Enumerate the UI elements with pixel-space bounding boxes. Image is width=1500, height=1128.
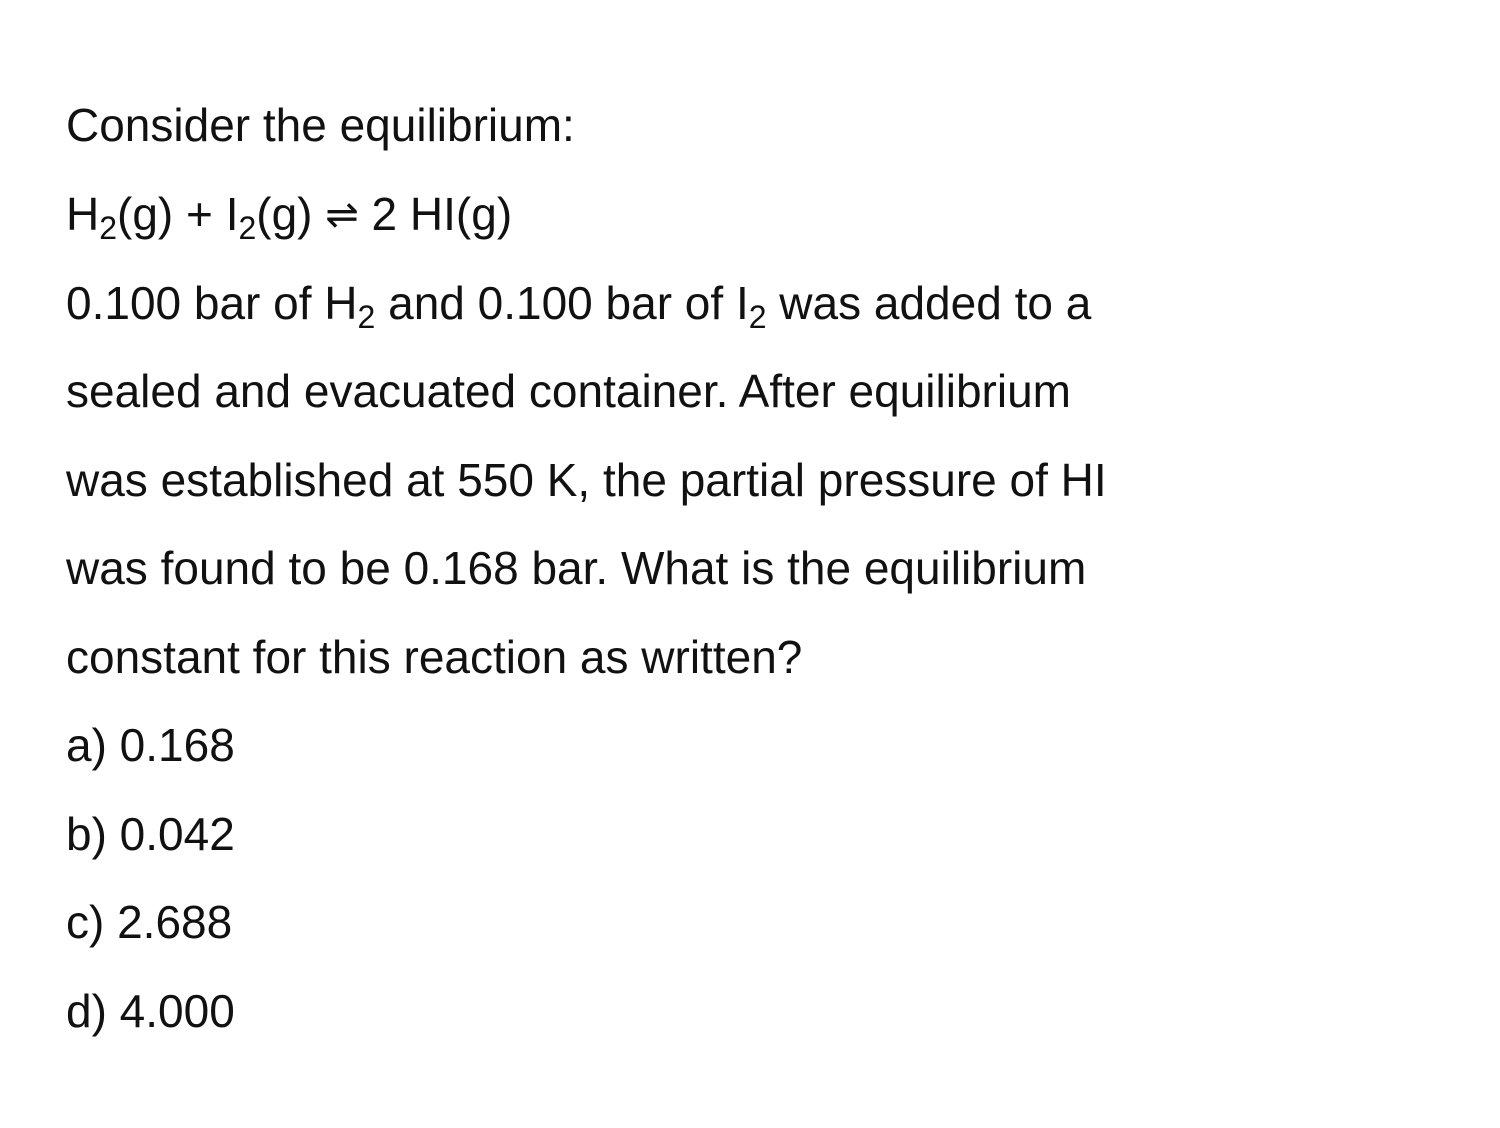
- question-body-line-2: sealed and evacuated container. After equilibrium: [66, 365, 1071, 417]
- option-c[interactable]: c) 2.688: [66, 896, 233, 948]
- reactant-h: H: [66, 188, 100, 240]
- h2-subscript: 2: [357, 299, 376, 335]
- body-text: and 0.100 bar of I: [375, 277, 749, 329]
- question-body-line-1: [66, 275, 1092, 335]
- reactant-h-subscript: 2: [99, 210, 118, 246]
- option-d[interactable]: d) 4.000: [66, 985, 235, 1037]
- question-body-line-3: was established at 550 K, the partial pressure of HI: [66, 454, 1107, 506]
- option-a[interactable]: a) 0.168: [66, 719, 235, 771]
- body-text: 0.100 bar of H: [66, 277, 358, 329]
- reactant-h-phase: (g) +: [117, 188, 226, 240]
- question-body-line-4: was found to be 0.168 bar. What is the equilibrium: [66, 542, 1087, 594]
- chemical-equation: [66, 186, 512, 245]
- question-intro: Consider the equilibrium:: [66, 99, 575, 151]
- reactant-i-phase: (g): [256, 188, 326, 240]
- option-b[interactable]: b) 0.042: [66, 808, 235, 860]
- i2-subscript: 2: [748, 299, 767, 335]
- product: 2 HI(g): [358, 188, 513, 240]
- equilibrium-arrow-icon: ⇌: [325, 193, 359, 237]
- reactant-i: I: [225, 188, 239, 240]
- body-text: was added to a: [766, 277, 1092, 329]
- question-body-line-5: constant for this reaction as written?: [66, 631, 803, 683]
- reactant-i-subscript: 2: [238, 210, 257, 246]
